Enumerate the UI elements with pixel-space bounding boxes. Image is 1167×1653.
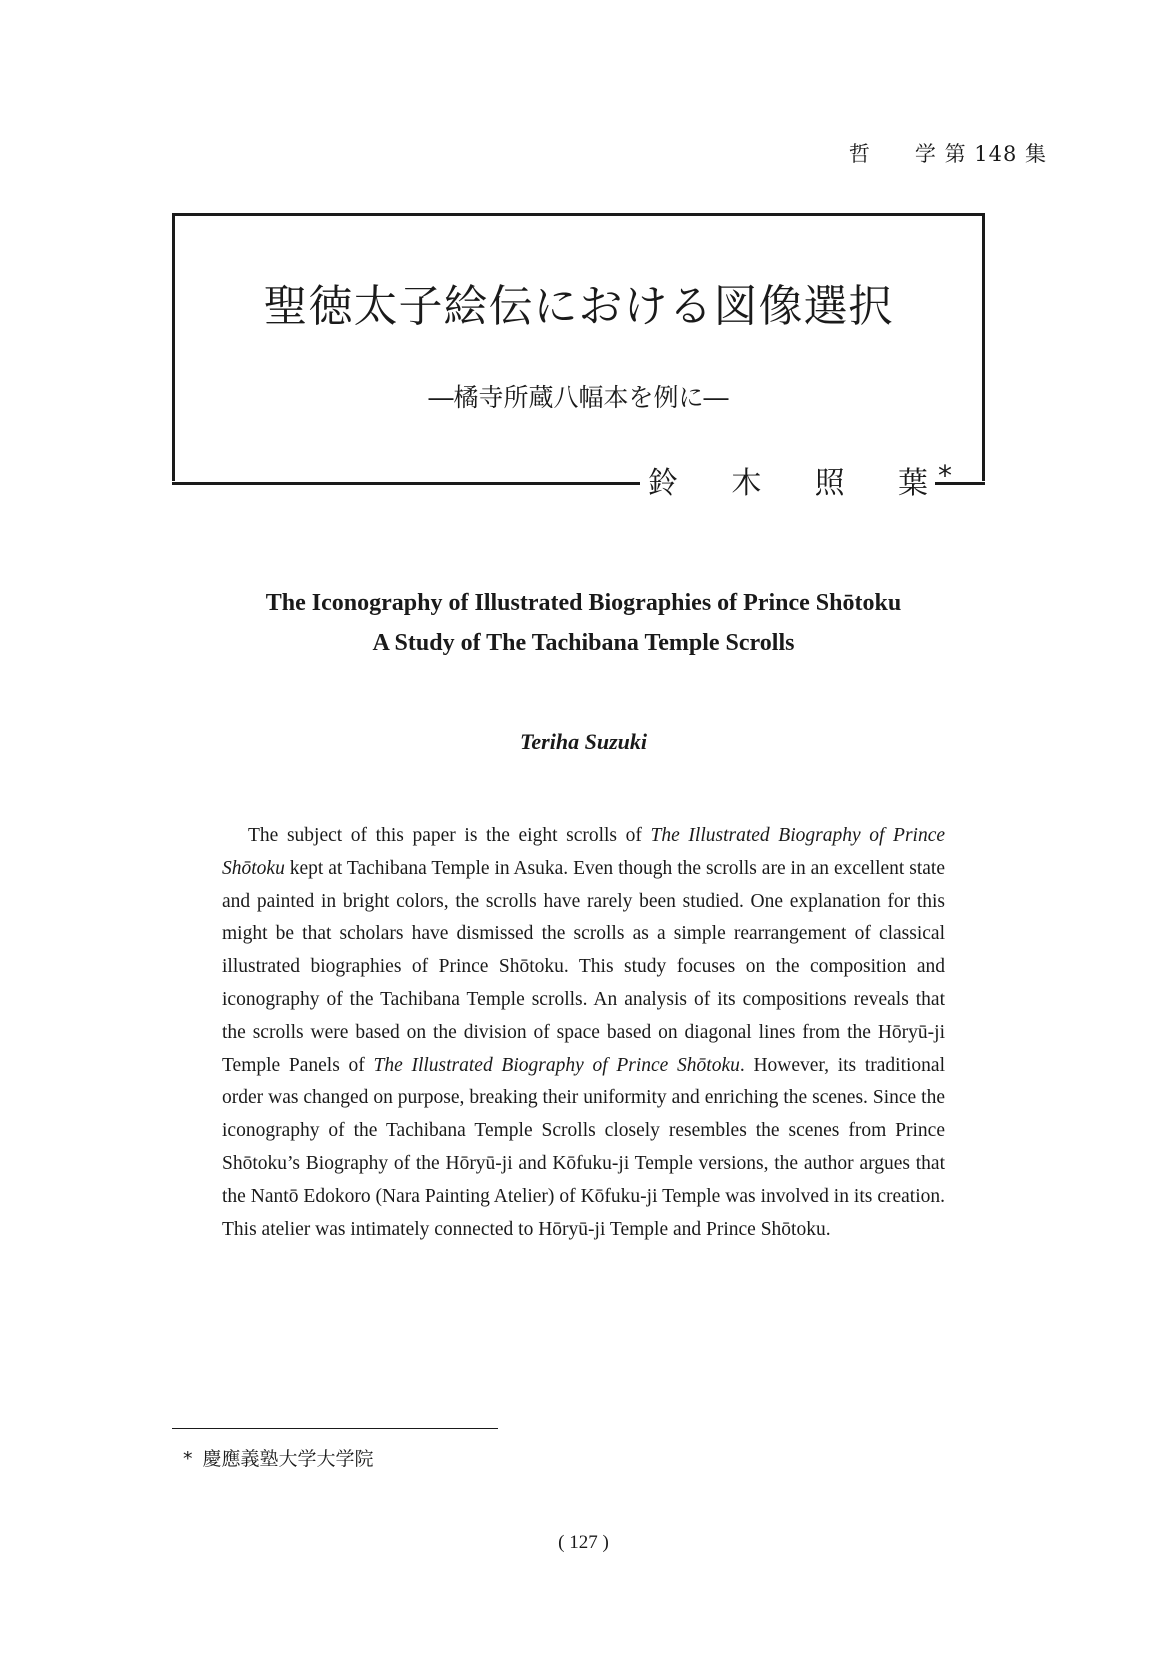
author-char: 照 — [814, 466, 845, 501]
abstract-work-title: The Illustrated Biography of Prince Shōtoku — [222, 825, 946, 879]
author-char: 葉 — [897, 466, 928, 501]
abstract — [222, 820, 945, 1246]
japanese-author — [648, 459, 952, 502]
title-frame — [172, 213, 985, 481]
english-title — [100, 583, 1067, 663]
affiliation-mark: * — [938, 459, 952, 492]
english-author: Teriha Suzuki — [520, 729, 647, 754]
footnote-text: 慶應義塾大学大学院 — [202, 1448, 374, 1470]
english-title-line2: A Study of The Tachibana Temple Scrolls — [372, 630, 795, 656]
japanese-title: 聖徳太子絵伝における図像選択 — [263, 281, 894, 332]
english-title-line1: The Iconography of Illustrated Biographies of Prince Shōtoku — [265, 590, 902, 616]
abstract-text: kept at Tachibana Temple in Asuka. Even though the scrolls are in an excellent state and painted in bright colors, the scrolls have rarely been studied. One explanation for this might be that scholars have dismissed the scrolls as a simple rearrangement of classical illustrated biographies of Prince Shōtoku. This study focuses on the composition and iconography of the Tachibana Temple scrolls. An analysis of its compositions reveals that the scrolls were based on the division of space based on diagonal lines from the Hōryū-ji Temple Panels of — [222, 857, 945, 1076]
author-char: 木 — [731, 466, 762, 501]
title-frame-bottom-left — [172, 482, 640, 485]
footnote-mark: * — [183, 1448, 193, 1470]
author-char: 鈴 — [648, 466, 678, 501]
journal-header: 哲 学 第 148 集 — [848, 142, 1047, 166]
footnote — [183, 1444, 374, 1471]
abstract-text: . However, its traditional order was changed on purpose, breaking their uniformity and enriching the scenes. Since the iconography of the Tachibana Temple Scrolls closely resembles the scenes from Prince Shōtoku’s Biography of the Hōryū-ji and Kōfuku-ji Temple versions, the author argues that the Nantō Edokoro (Nara Painting Atelier) of Kōfuku-ji Temple was involved in its creation. This atelier was intimately connected to Hōryū-ji Temple and Prince Shōtoku. — [222, 1054, 945, 1240]
abstract-text: The subject of this paper is the eight scrolls of — [248, 825, 651, 846]
abstract-work-title: The Illustrated Biography of Prince Shōtoku — [373, 1054, 740, 1076]
page-number: ( 127 ) — [558, 1532, 609, 1553]
footnote-rule — [172, 1428, 498, 1429]
japanese-subtitle: ―橘寺所蔵八幅本を例に― — [428, 383, 729, 412]
